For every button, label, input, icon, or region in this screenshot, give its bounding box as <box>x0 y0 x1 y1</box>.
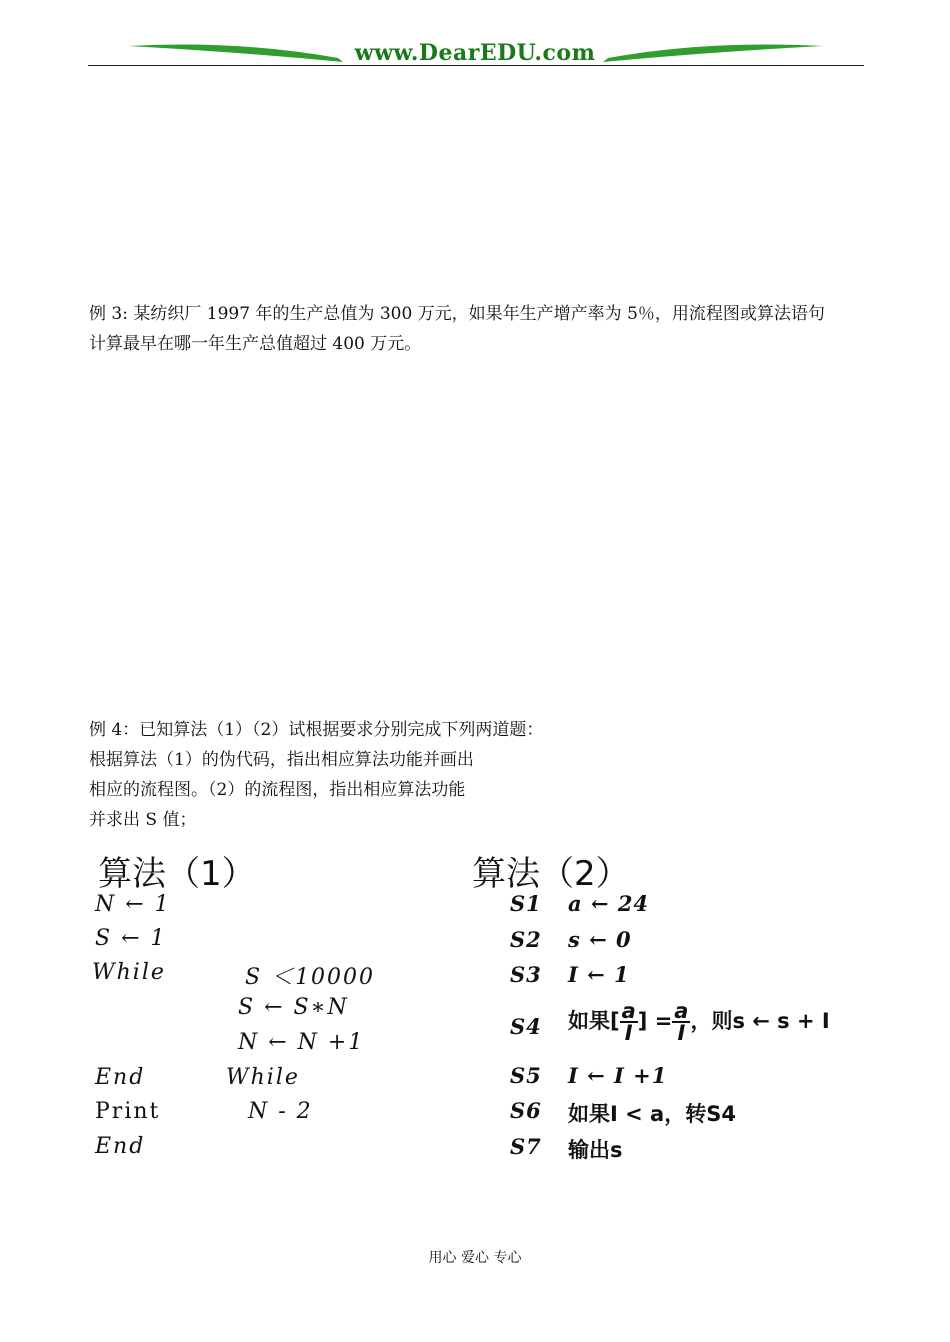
fraction-denominator: I <box>624 1021 633 1045</box>
step4-mid: ] = <box>637 1009 673 1033</box>
algo1-line-6a: End <box>95 1065 146 1090</box>
example4-line1: 例 4：已知算法（1）（2）试根据要求分别完成下列两道题： <box>89 720 544 740</box>
algo1-line-7a: Print <box>95 1099 161 1124</box>
example4-line3: 相应的流程图。（2）的流程图，指出相应算法功能 <box>89 780 466 800</box>
example3-line1: 例 3: 某纺织厂 1997 年的生产总值为 300 万元，如果年生产增产率为 5％，用流程图或算法语句 <box>89 304 825 324</box>
algo1-line-6b: While <box>226 1065 300 1090</box>
fraction-numerator: a <box>621 999 636 1023</box>
footer-text: 用心 爱心 专心 <box>428 1250 522 1266</box>
algo2-step-text-3: I ← 1 <box>568 962 630 987</box>
algo2-step-text-7: 输出s <box>568 1138 623 1162</box>
algo2-step-label-2: S2 <box>510 927 542 952</box>
algo2-step-text-5: I ← I +1 <box>568 1063 668 1088</box>
fraction-a-over-i <box>620 1001 638 1043</box>
algo1-line-3a: While <box>92 960 166 985</box>
algo1-line-5: N ← N +1 <box>238 1030 365 1055</box>
algo2-step-text-6: 如果I < a，转S4 <box>568 1102 736 1126</box>
algo1-line-3b: S ＜10000 <box>245 965 376 990</box>
algo1-line-1: N ← 1 <box>95 892 171 917</box>
algo2-step-label-4: S4 <box>510 1014 542 1039</box>
algo2-title: 算法（2） <box>472 854 630 894</box>
algo1-title: 算法（1） <box>98 854 256 894</box>
example3-line2: 计算最早在哪一年生产总值超过 400 万元。 <box>89 334 422 354</box>
fraction-a-over-i-2 <box>672 1001 690 1043</box>
example4-line2: 根据算法（1）的伪代码，指出相应算法功能并画出 <box>89 750 474 770</box>
site-name: www.DearEDU.com <box>354 40 596 66</box>
header-rule <box>88 65 864 66</box>
algo2-step-text-1: a ← 24 <box>568 891 650 916</box>
algo2-step-label-3: S3 <box>510 962 542 987</box>
algo1-line-8: End <box>95 1134 146 1159</box>
algo2-step-text-4 <box>568 1001 830 1043</box>
algo1-line-2: S ← 1 <box>95 926 167 951</box>
algo1-line-7b: N - 2 <box>248 1099 313 1124</box>
algo2-step-label-5: S5 <box>510 1063 542 1088</box>
fraction-numerator-2: a <box>674 999 689 1023</box>
algo1-line-4: S ← S∗N <box>238 995 349 1020</box>
step4-prefix: 如果[ <box>568 1009 620 1033</box>
algo2-step-label-7: S7 <box>510 1134 542 1159</box>
example4-line4: 并求出 S 值； <box>89 810 197 830</box>
algo2-step-label-1: S1 <box>510 891 542 916</box>
fraction-denominator-2: I <box>677 1021 686 1045</box>
step4-suffix: ，则s ← s + I <box>690 1009 830 1033</box>
algo2-step-text-2: s ← 0 <box>568 927 632 952</box>
algo2-step-label-6: S6 <box>510 1098 542 1123</box>
